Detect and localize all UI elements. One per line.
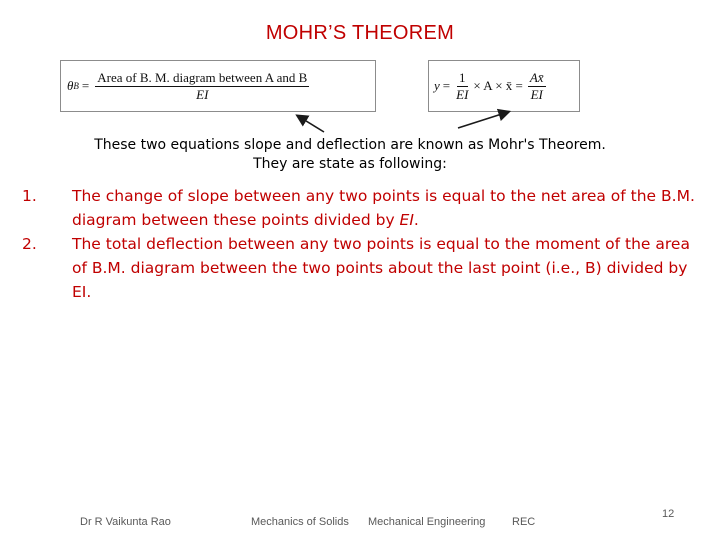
reciprocal-numerator: 1 <box>459 69 466 85</box>
slope-denominator: EI <box>196 86 209 102</box>
footer-department: Mechanical Engineering <box>368 516 486 528</box>
statement-item <box>14 184 704 232</box>
equals-sign: = <box>81 78 90 93</box>
equals-sign: = <box>442 78 451 93</box>
statement-text: The change of slope between any two points is equal to the net area of the B.M. diagram between these points divided by <box>72 187 695 229</box>
statement-text: The total deflection between any two points is equal to the moment of the area of B.M. diagram between the two points about the last point (i.e., B) divided by EI. <box>72 235 690 301</box>
description-line-2: They are state as following: <box>253 156 447 172</box>
theta-subscript: B <box>73 81 79 91</box>
statement-italic: EI <box>399 211 414 229</box>
moment-numerator: Ax̄ <box>529 69 544 85</box>
footer-author: Dr R Vaikunta Rao <box>80 516 171 528</box>
moment-denominator: EI <box>530 86 543 102</box>
reciprocal-denominator: EI <box>456 86 469 102</box>
deflection-symbol: y <box>434 78 440 93</box>
arrow-to-slope-equation <box>298 116 324 132</box>
slide-title: MOHR’S THEOREM <box>265 22 455 44</box>
slope-numerator: Area of B. M. diagram between A and B <box>97 69 308 85</box>
theta-symbol: θ <box>67 78 74 93</box>
statement-item <box>14 232 704 304</box>
description-line-1: These two equations slope and deflection are known as Mohr's Theorem. <box>94 137 606 153</box>
page-number: 12 <box>662 508 675 520</box>
statement-number: 2. <box>22 235 37 253</box>
product-terms: × A × x̄ = <box>473 78 523 93</box>
footer-subject: Mechanics of Solids <box>251 516 349 528</box>
statement-number: 1. <box>22 187 37 205</box>
footer-institution: REC <box>512 516 536 528</box>
theorem-description <box>40 136 660 174</box>
arrow-to-deflection-equation <box>458 112 508 128</box>
theorem-statements <box>14 184 704 304</box>
statement-end: . <box>413 211 419 229</box>
